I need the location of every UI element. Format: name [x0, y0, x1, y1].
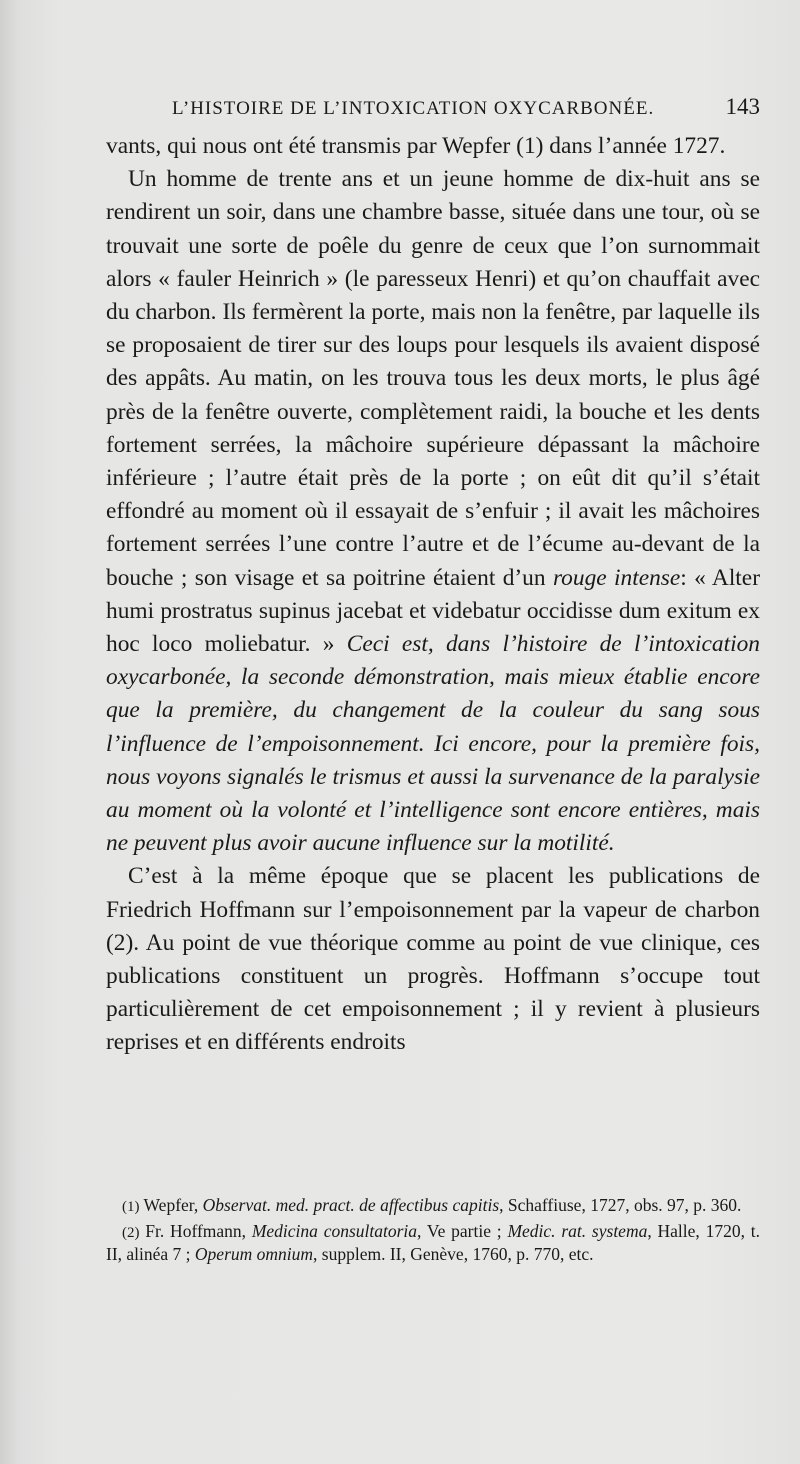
emphasis-rouge-intense: rouge intense	[552, 564, 681, 591]
footnote-1	[106, 1195, 760, 1219]
paragraph-narrative	[106, 163, 760, 860]
footnote-1-mark: (1)	[122, 1199, 140, 1215]
footnote-2-author: Fr. Hoffmann,	[139, 1220, 252, 1241]
footnotes	[106, 1195, 760, 1268]
footnote-1-details: , Schaffiuse, 1727, obs. 97, p. 360.	[499, 1195, 742, 1215]
footnote-2-title-1: Medicina consultatoria	[251, 1220, 418, 1241]
footnote-2-details: , supplem. II, Genève, 1760, p. 770, etc.	[313, 1244, 594, 1264]
footnote-2-title-2: Medic. rat. systema	[507, 1220, 648, 1241]
footnote-2-mark: (2)	[122, 1224, 140, 1241]
footnote-1-title: Observat. med. pract. de affectibus capitis	[202, 1195, 500, 1215]
paragraph-hoffmann: C’est à la même époque que se placent les publications de Friedrich Hoffmann sur l’empoisonnement par la vapeur de charbon (2). Au point de vue théorique comme au point de vue clinique, ces publications constituent un progrès. Hoffmann s’occupe tout particulièrement de cet empoisonnement ; il y revient à plusieurs reprises et en différents endroits	[106, 863, 760, 1056]
latin-quote: : « Alter humi prostratus supinus jacebat et videbatur occidisse dum exitum ex hoc loco moliebatur. »	[106, 564, 760, 658]
italic-commentary: Ceci est, dans l’histoire de l’intoxication oxycarbonée, la seconde démonstration, mais mieux établie encore que la première, du changement de la couleur du sang sous l’influence de l’empoisonnement. Ici encore, pour la première fois, nous voyons signalés le trismus et aussi la survenance de la paralysie au moment où la volonté et l’intelligence sont encore entières, mais ne peuvent plus avoir aucune influence sur la motilité.	[106, 631, 760, 857]
footnote-2-sep-1: , Ve partie ;	[417, 1220, 508, 1241]
footnote-1-author: Wepfer,	[139, 1195, 203, 1215]
footnote-2-sep-2: , Halle, 1720, t. II, alinéa 7 ;	[106, 1220, 760, 1264]
page-number: 143	[725, 94, 760, 119]
running-head	[172, 94, 760, 124]
running-title: L’HISTOIRE DE L’INTOXICATION OXYCARBONÉE.	[172, 98, 655, 119]
footnote-2	[106, 1221, 760, 1266]
narrative-text: Un homme de trente ans et un jeune homme de dix-huit ans se rendirent un soir, dans une chambre basse, située dans une tour, où se trouvait une sorte de poêle du genre de ceux que l’on surnommait alors « fauler Heinrich » (le paresseux Henri) et qu’on chauffait avec du charbon. Ils fermèrent la porte, mais non la fenêtre, par laquelle ils se proposaient de tirer sur des loups pour lesquels ils avaient disposé des appâts. Au matin, on les trouva tous les deux morts, le plus âgé près de la fenêtre ouverte, complètement raidi, la bouche et les dents fortement serrées, la mâchoire supérieure dépassant la mâchoire inférieure ; l’autre était près de la porte ; on eût dit qu’il s’était effondré au moment où il essayait de s’enfuir ; il avait les mâchoires fortement serrées l’une contre l’autre et de l’écume au-devant de la bouche ; son visage et sa poitrine étaient d’un	[106, 166, 760, 591]
paragraph-continuation: vants, qui nous ont été transmis par Wepfer (1) dans l’année 1727.	[106, 133, 726, 159]
main-text	[106, 130, 760, 1060]
footnote-2-title-3: Operum omnium	[194, 1244, 314, 1264]
